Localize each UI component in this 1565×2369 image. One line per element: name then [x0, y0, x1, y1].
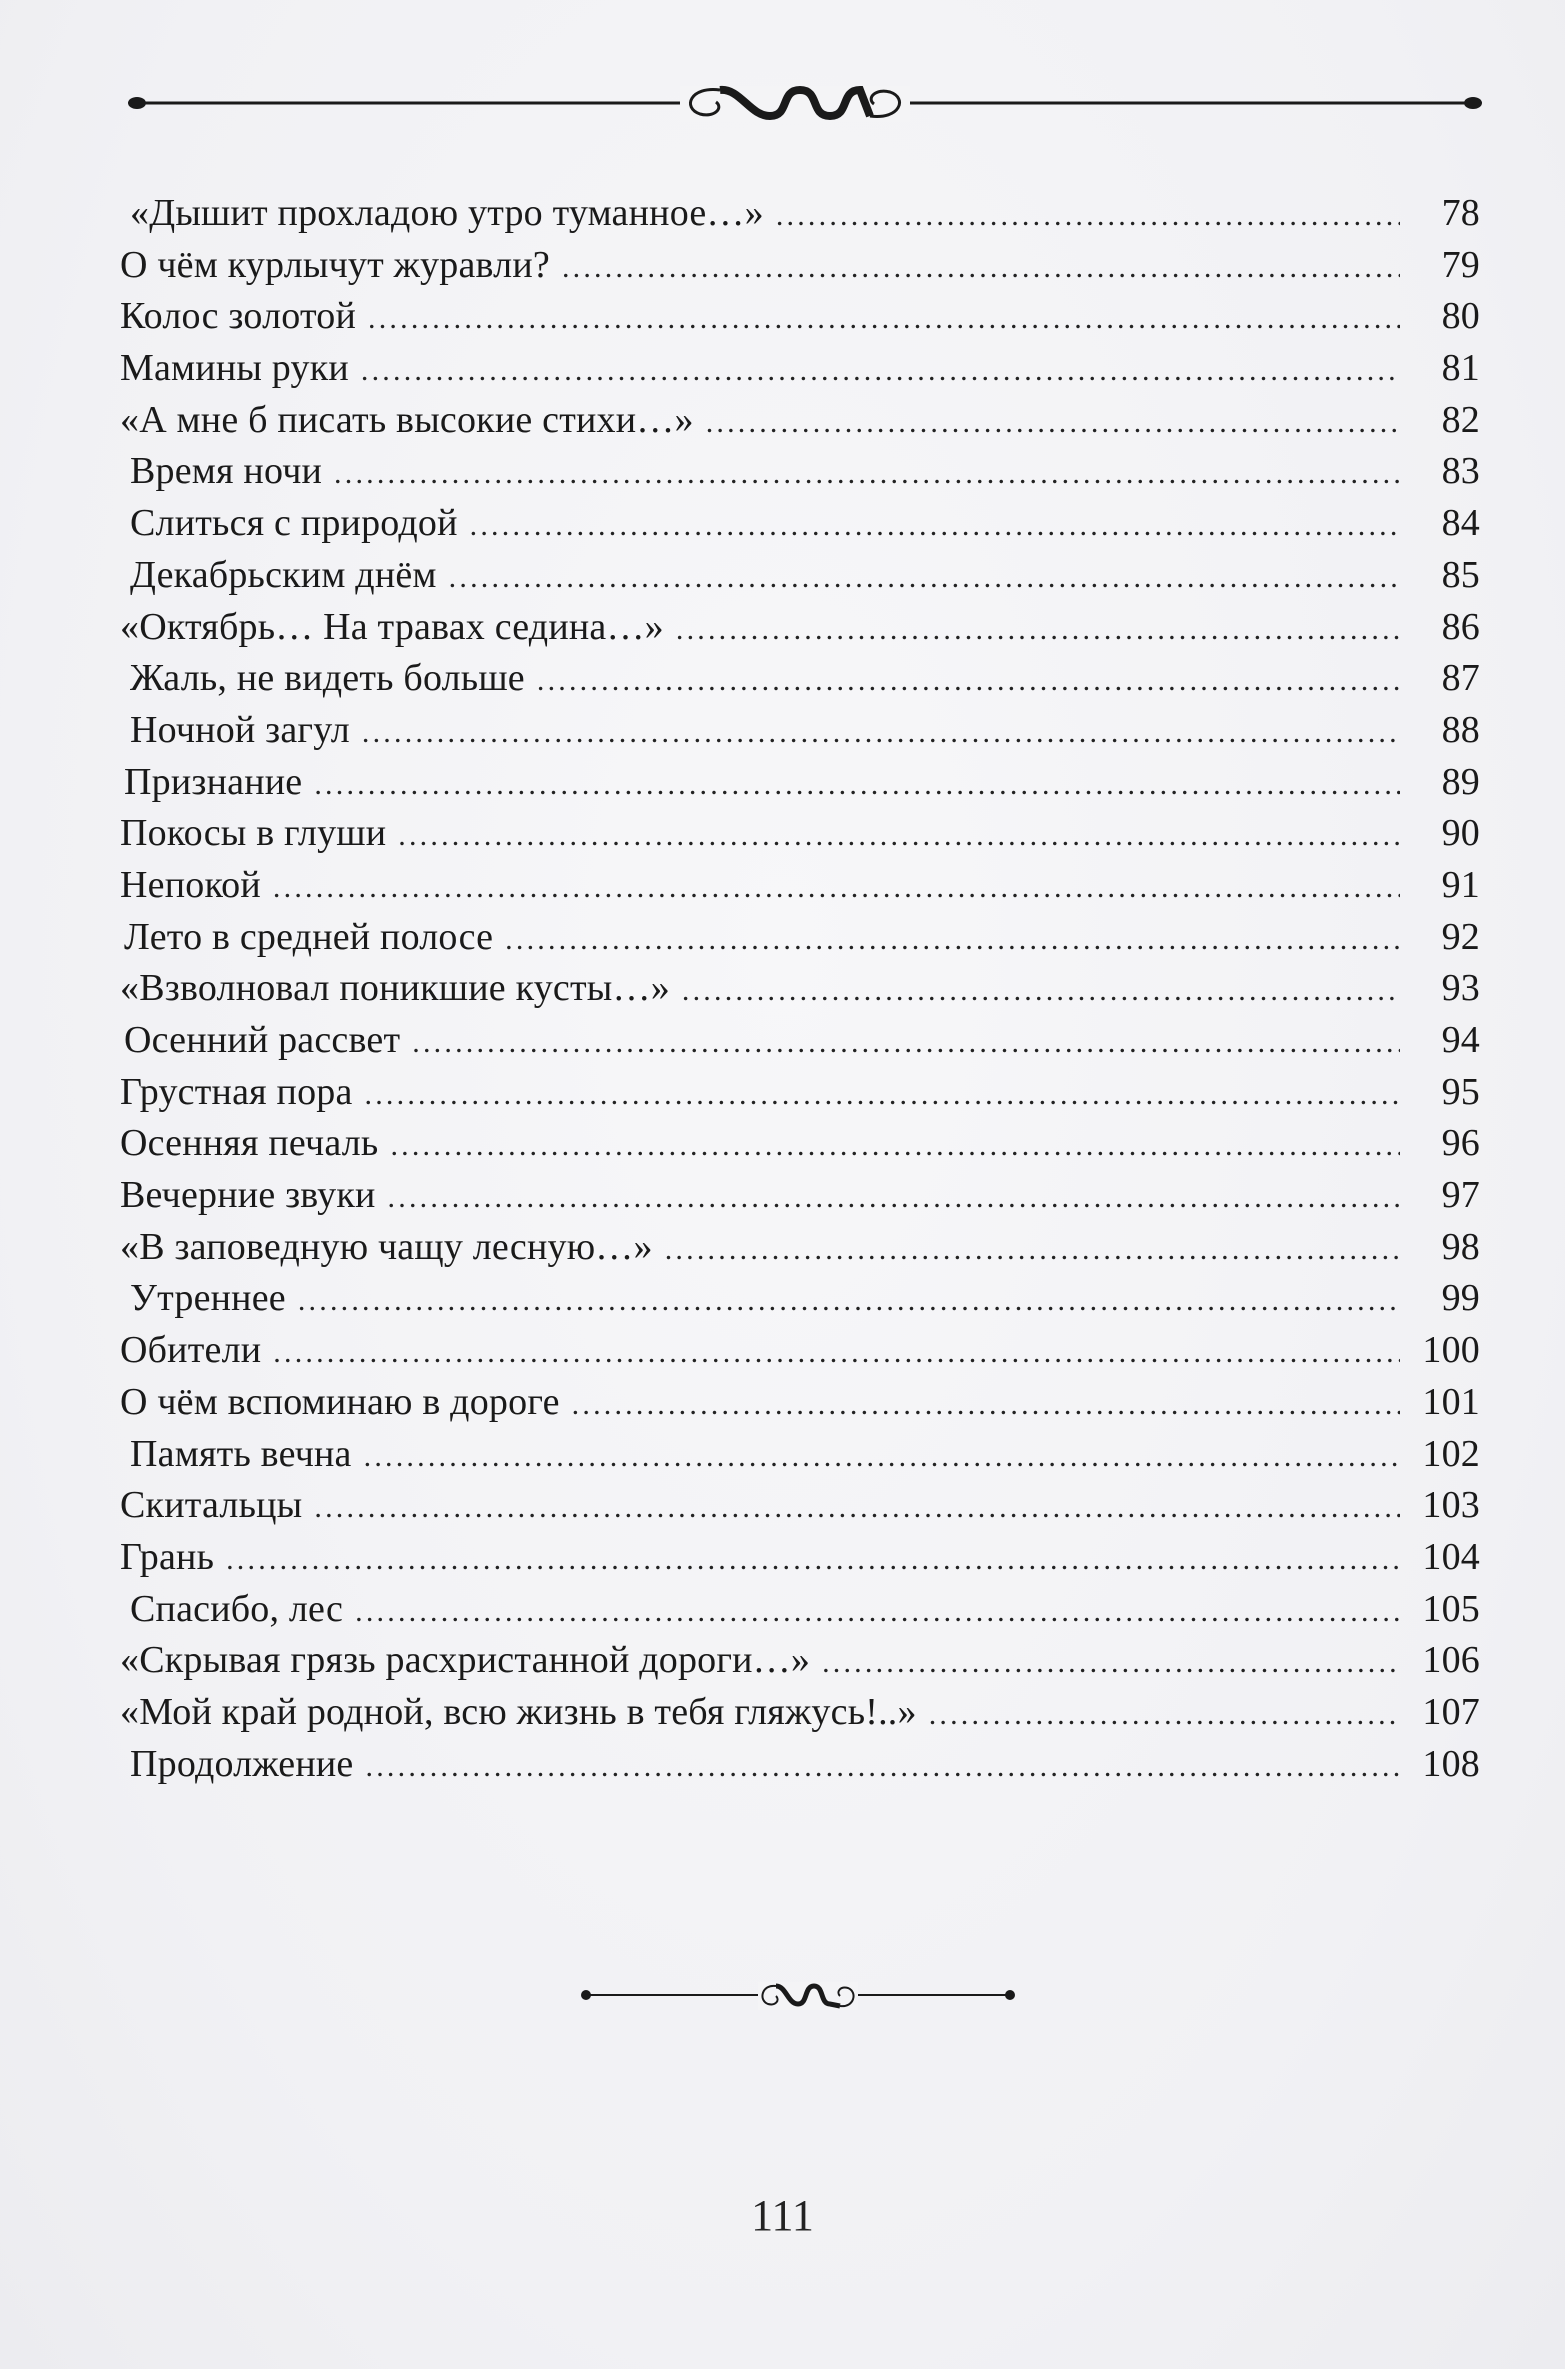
toc-entry-title: Слиться с природой [130, 502, 458, 545]
toc-entry-title: Скитальцы [120, 1484, 303, 1527]
toc-entry-title: Грустная пора [120, 1070, 353, 1113]
toc-entry-title: Осенний рассвет [124, 1019, 401, 1061]
toc-entry-title: Вечерние звуки [120, 1174, 376, 1217]
dot-leader [273, 862, 1400, 914]
toc-entry-page-number: 107 [1422, 1690, 1480, 1733]
toc-entry-title: Время ночи [130, 450, 323, 493]
toc-entry [120, 1584, 1480, 1636]
toc-entry-title: Спасибо, лес [130, 1587, 344, 1630]
dot-leader [470, 500, 1400, 552]
dot-leader [366, 1741, 1400, 1793]
toc-entry-title: «Скрывая грязь расхристанной дороги…» [120, 1639, 811, 1682]
toc-entry [120, 1377, 1480, 1429]
dot-leader [364, 1431, 1400, 1483]
dot-leader [412, 1017, 1400, 1069]
toc-entry-page-number: 104 [1422, 1535, 1480, 1578]
dot-leader [368, 293, 1400, 345]
toc-entry-page-number: 84 [1441, 502, 1480, 545]
toc-entry-page-number: 100 [1422, 1329, 1480, 1372]
toc-entry-title: Непокой [120, 863, 261, 906]
toc-entry [120, 808, 1480, 860]
dot-leader [929, 1689, 1400, 1741]
dot-leader [388, 1172, 1400, 1224]
toc-entry [120, 188, 1480, 240]
toc-entry-page-number: 108 [1422, 1742, 1480, 1785]
toc-entry-title: «Мой край родной, всю жизнь в тебя гляжусь!..» [120, 1690, 917, 1733]
toc-entry-page-number: 103 [1422, 1484, 1480, 1527]
toc-entry [120, 1015, 1480, 1067]
toc-entry-title: Грань [120, 1535, 215, 1578]
toc-entry-page-number: 92 [1441, 915, 1480, 958]
dot-leader [314, 759, 1400, 811]
toc-entry-page-number: 105 [1422, 1587, 1480, 1630]
toc-entry-title: Лето в средней полосе [124, 915, 494, 958]
toc-entry [120, 860, 1480, 912]
toc-entry-title: Память вечна [130, 1432, 352, 1475]
toc-entry [120, 1480, 1480, 1532]
toc-entry [120, 1532, 1480, 1584]
toc-entry-title: «Взволновал поникшие кусты…» [120, 967, 670, 1010]
dot-leader [572, 1379, 1400, 1431]
toc-entry-page-number: 78 [1441, 192, 1480, 234]
dot-leader [706, 397, 1400, 449]
dot-leader [365, 1069, 1400, 1121]
toc-entry [120, 1325, 1480, 1377]
bottom-ornament-divider [578, 1978, 1018, 2014]
dot-leader [362, 707, 1400, 759]
toc-entry [120, 395, 1480, 447]
toc-entry-page-number: 101 [1422, 1380, 1480, 1423]
toc-entry [120, 602, 1480, 654]
toc-entry [120, 498, 1480, 550]
dot-leader [537, 655, 1400, 707]
toc-entry [120, 1222, 1480, 1274]
toc-entry-title: Утреннее [130, 1277, 286, 1320]
dot-leader [355, 1586, 1400, 1638]
toc-entry-title: Осенняя печаль [120, 1122, 379, 1165]
toc-entry-title: Признание [124, 760, 303, 803]
toc-entry-title: Мамины руки [120, 347, 349, 390]
toc-entry-page-number: 79 [1441, 243, 1480, 286]
dot-leader [314, 1482, 1400, 1534]
toc-entry [120, 343, 1480, 395]
toc-entry-title: О чём вспоминаю в дороге [120, 1380, 560, 1423]
toc-entry [120, 550, 1480, 602]
toc-entry-title: Декабрьским днём [130, 553, 437, 596]
toc-entry [120, 1170, 1480, 1222]
dot-leader [334, 448, 1400, 500]
toc-entry-page-number: 91 [1441, 863, 1480, 906]
top-ornament-divider [125, 80, 1485, 128]
toc-entry [120, 1635, 1480, 1687]
page-number: 111 [751, 2191, 814, 2240]
toc-entry [120, 912, 1480, 964]
toc-entry-title: Продолжение [130, 1742, 354, 1785]
toc-entry [120, 446, 1480, 498]
toc-entry-page-number: 89 [1441, 760, 1480, 803]
toc-entry-page-number: 106 [1422, 1639, 1480, 1682]
toc-entry-page-number: 80 [1441, 295, 1480, 338]
toc-entry-page-number: 88 [1441, 708, 1480, 751]
toc-entry-page-number: 94 [1441, 1019, 1480, 1061]
toc-entry [120, 1739, 1480, 1791]
dot-leader [676, 604, 1400, 656]
dot-leader [505, 914, 1400, 966]
toc-entry-page-number: 87 [1441, 657, 1480, 700]
toc-entry-title: О чём курлычут журавли? [120, 243, 550, 286]
toc-entry-page-number: 82 [1441, 398, 1480, 441]
toc-entry-page-number: 98 [1441, 1225, 1480, 1268]
toc-entry-page-number: 97 [1441, 1174, 1480, 1217]
table-of-contents [120, 188, 1480, 1790]
toc-entry [120, 705, 1480, 757]
dot-leader [226, 1534, 1400, 1586]
toc-entry-page-number: 81 [1441, 347, 1480, 390]
dot-leader [562, 242, 1400, 294]
dot-leader [822, 1637, 1400, 1689]
toc-entry-title: Жаль, не видеть больше [130, 657, 525, 700]
dot-leader [273, 1327, 1400, 1379]
toc-entry [120, 291, 1480, 343]
dot-leader [665, 1224, 1400, 1276]
toc-entry-page-number: 90 [1441, 812, 1480, 855]
dot-leader [682, 965, 1400, 1017]
toc-entry [120, 1687, 1480, 1739]
toc-entry [120, 1429, 1480, 1481]
toc-entry-page-number: 86 [1441, 605, 1480, 648]
toc-entry-page-number: 99 [1441, 1277, 1480, 1320]
toc-entry-title: «А мне б писать высокие стихи…» [120, 398, 694, 441]
toc-entry-page-number: 85 [1441, 553, 1480, 596]
dot-leader [776, 190, 1400, 242]
toc-entry-title: Обители [120, 1329, 262, 1372]
toc-entry-page-number: 83 [1441, 450, 1480, 493]
toc-entry [120, 653, 1480, 705]
toc-entry [120, 1273, 1480, 1325]
dot-leader [449, 552, 1400, 604]
scroll-flourish-icon [578, 1978, 1018, 2014]
dot-leader [398, 810, 1400, 862]
toc-entry-page-number: 96 [1441, 1122, 1480, 1165]
toc-entry [120, 1067, 1480, 1119]
toc-entry [120, 757, 1480, 809]
dot-leader [298, 1275, 1400, 1327]
scroll-flourish-icon [125, 80, 1485, 128]
toc-entry-page-number: 93 [1441, 967, 1480, 1010]
toc-entry [120, 963, 1480, 1015]
toc-entry-page-number: 102 [1422, 1432, 1480, 1475]
toc-entry-page-number: 95 [1441, 1070, 1480, 1113]
dot-leader [390, 1120, 1400, 1172]
toc-entry-title: Ночной загул [130, 708, 350, 751]
toc-entry-title: Покосы в глуши [120, 812, 387, 855]
toc-entry-title: «В заповедную чащу лесную…» [120, 1225, 653, 1268]
toc-entry-title: «Дышит прохладою утро туманное…» [130, 192, 764, 234]
toc-entry [120, 240, 1480, 292]
toc-entry-title: «Октябрь… На травах седина…» [120, 605, 664, 648]
dot-leader [361, 345, 1400, 397]
toc-entry [120, 1118, 1480, 1170]
toc-entry-title: Колос золотой [120, 295, 357, 338]
